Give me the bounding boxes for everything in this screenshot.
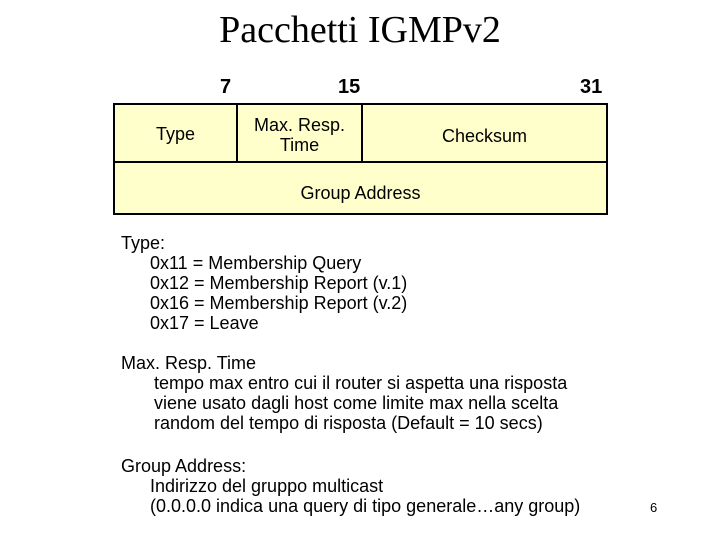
- field-max-resp-line1: Max. Resp.: [253, 115, 346, 135]
- bit-marker-31: 31: [580, 76, 603, 98]
- max-resp-description: [121, 353, 567, 433]
- max-resp-line: viene usato dagli host come limite max nella scelta: [154, 393, 559, 413]
- field-group-address: Group Address: [300, 183, 421, 203]
- type-item: 0x12 = Membership Report (v.1): [150, 273, 408, 293]
- max-resp-line: random del tempo di risposta (Default = 10 secs): [154, 413, 543, 433]
- field-checksum: Checksum: [441, 126, 528, 146]
- max-resp-line: tempo max entro cui il router si aspetta una risposta: [154, 373, 568, 393]
- igmp-packet-diagram: [113, 103, 608, 215]
- type-description: [121, 233, 407, 333]
- group-heading: Group Address:: [121, 456, 247, 476]
- field-max-resp-time: [238, 115, 361, 155]
- max-resp-heading: Max. Resp. Time: [121, 353, 257, 373]
- page-title: Pacchetti IGMPv2: [219, 9, 501, 51]
- divider-row: [115, 161, 606, 163]
- type-item: 0x11 = Membership Query: [150, 253, 362, 273]
- bit-marker-7: 7: [220, 76, 232, 98]
- bit-marker-15: 15: [338, 76, 361, 98]
- field-type: Type: [155, 124, 196, 144]
- group-address-description: [121, 456, 580, 516]
- page-number: 6: [650, 500, 658, 515]
- type-item: 0x16 = Membership Report (v.2): [150, 293, 408, 313]
- field-max-resp-line2: Time: [279, 135, 320, 155]
- group-line: Indirizzo del gruppo multicast: [150, 476, 384, 496]
- type-item: 0x17 = Leave: [150, 313, 259, 333]
- type-heading: Type:: [121, 233, 166, 253]
- group-line: (0.0.0.0 indica una query di tipo generale…any group): [150, 496, 581, 516]
